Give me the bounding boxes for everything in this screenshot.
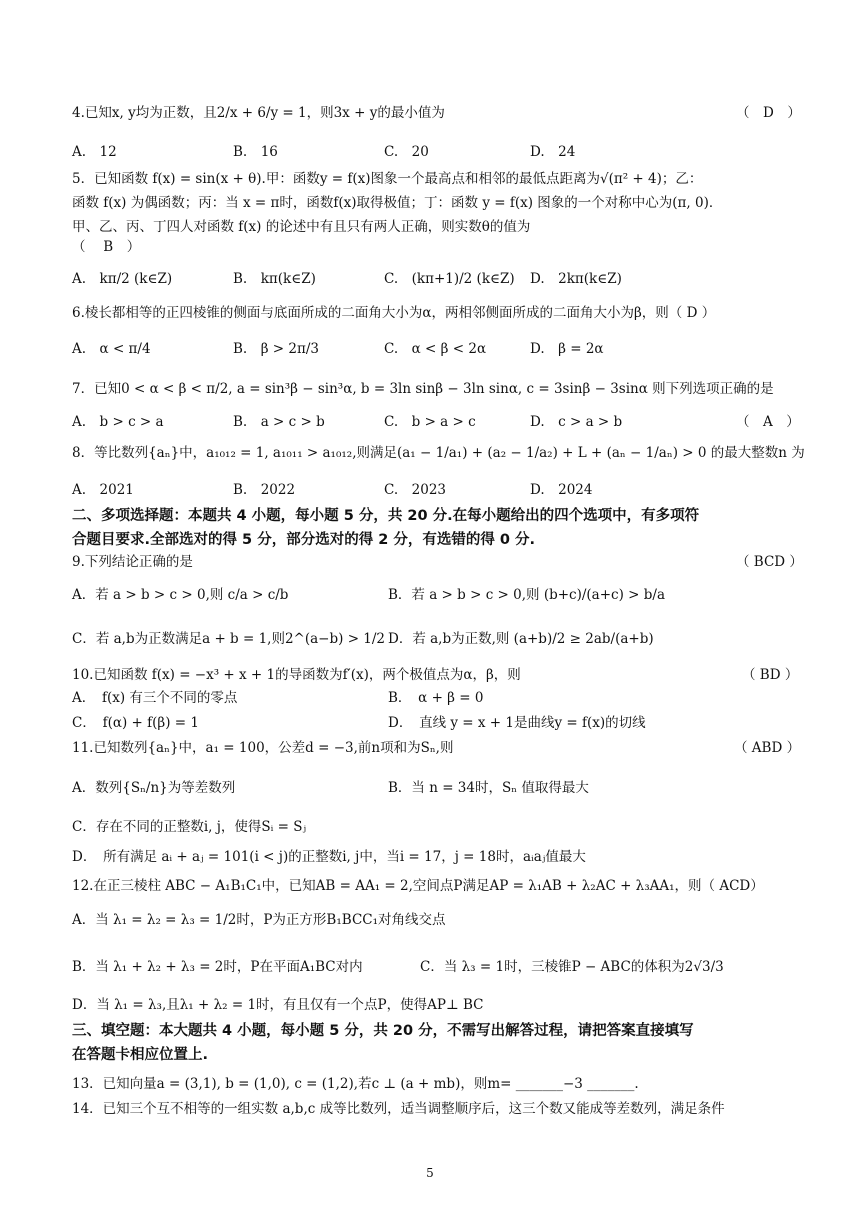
q7-option-a: A. b > c > a bbox=[72, 414, 164, 430]
section-2-heading-line1: 二、多项选择题：本题共 4 小题，每小题 5 分，共 20 分.在每小题给出的四个选项中，有多项符 bbox=[72, 508, 700, 524]
question-7: 7．已知0 < α < β < π/2, a = sin³β − sin³α, b = 3ln sinβ − 3ln sinα, c = 3sinβ − 3sinα 则下列选项正确的是 bbox=[72, 381, 774, 397]
question-5-line2: 函数 f(x) 为偶函数；丙：当 x = π时，函数f(x)取得极值；丁：函数 y = f(x) 图象的一个对称中心为(π, 0)． bbox=[72, 195, 723, 211]
q6-option-d: D. β = 2α bbox=[530, 341, 604, 357]
q6-option-a: A. α < π/4 bbox=[72, 341, 151, 357]
question-4: 4.已知x, y均为正数，且2/x + 6/y = 1，则3x + y的最小值为 bbox=[72, 105, 445, 121]
q8-option-c: C. 2023 bbox=[384, 482, 446, 498]
q12-option-d: D．当 λ₁ = λ₃,且λ₁ + λ₂ = 1时，有且仅有一个点P，使得AP⊥ BC bbox=[72, 997, 484, 1013]
q4-option-c: C. 20 bbox=[384, 144, 429, 160]
q10-option-c: C． f(α) + f(β) = 1 bbox=[72, 715, 199, 731]
question-14: 14．已知三个互不相等的一组实数 a,b,c 成等比数列，适当调整顺序后，这三个数又能成等差数列，满足条件 bbox=[72, 1101, 725, 1117]
q5-option-d: D. 2kπ(k∈Z) bbox=[530, 271, 622, 287]
question-13: 13．已知向量a = (3,1), b = (1,0), c = (1,2),若c ⊥ (a + mb)，则m= _______−3 _______. bbox=[72, 1076, 639, 1092]
q4-option-d: D. 24 bbox=[530, 144, 576, 160]
section-2-heading-line2: 合题目要求.全部选对的得 5 分，部分选对的得 2 分，有选错的得 0 分. bbox=[72, 532, 536, 548]
q12-option-c: C．当 λ₃ = 1时，三棱锥P − ABC的体积为2√3/3 bbox=[420, 959, 724, 975]
question-11-answer: （ ABD ） bbox=[734, 740, 801, 756]
question-7-answer: （ A ） bbox=[736, 414, 800, 430]
q6-option-c: C. α < β < 2α bbox=[384, 341, 487, 357]
section-3-heading-line2: 在答题卡相应位置上. bbox=[72, 1047, 209, 1063]
question-10: 10.已知函数 f(x) = −x³ + x + 1的导函数为f′(x)，两个极值点为α，β，则 bbox=[72, 667, 521, 683]
q9-option-c: C．若 a,b为正数满足a + b = 1,则2^(a−b) > 1/2 bbox=[72, 631, 386, 647]
q12-option-b: B．当 λ₁ + λ₂ + λ₃ = 2时，P在平面A₁BC对内 bbox=[72, 959, 363, 975]
q6-option-b: B. β > 2π/3 bbox=[233, 341, 320, 357]
question-5-answer: （ B ） bbox=[72, 239, 141, 255]
question-12: 12.在正三棱柱 ABC − A₁B₁C₁中，已知AB = AA₁ = 2,空间点P满足AP = λ₁AB + λ₂AC + λ₃AA₁，则（ ACD） bbox=[72, 878, 764, 894]
q10-option-b: B． α + β = 0 bbox=[388, 690, 484, 706]
q11-option-c: C．存在不同的正整数i, j，使得Sᵢ = Sⱼ bbox=[72, 819, 307, 835]
q5-option-c: C. (kπ+1)/2 (k∈Z) bbox=[384, 271, 515, 287]
section-3-heading-line1: 三、填空题：本大题共 4 小题，每小题 5 分，共 20 分，不需写出解答过程，请把答案直接填写 bbox=[72, 1023, 694, 1039]
q9-option-d: D．若 a,b为正数,则 (a+b)/2 ≥ 2ab/(a+b) bbox=[388, 631, 654, 647]
q9-option-a: A．若 a > b > c > 0,则 c/a > c/b bbox=[72, 587, 289, 603]
q7-option-c: C. b > a > c bbox=[384, 414, 476, 430]
q11-option-d: D． 所有满足 aᵢ + aⱼ = 101(i < j)的正整数i, j中，当i = 17，j = 18时，aᵢaⱼ值最大 bbox=[72, 849, 586, 865]
q4-option-a: A. 12 bbox=[72, 144, 117, 160]
page-number: 5 bbox=[426, 1166, 434, 1180]
q4-option-b: B. 16 bbox=[233, 144, 278, 160]
q10-option-a: A． f(x) 有三个不同的零点 bbox=[72, 690, 238, 706]
q11-option-b: B．当 n = 34时，Sₙ 值取得最大 bbox=[388, 780, 589, 796]
question-5-line1: 5．已知函数 f(x) = sin(x + θ).甲：函数y = f(x)图象一个最高点和相邻的最低点距离为√(π² + 4)；乙： bbox=[72, 171, 703, 187]
q8-option-b: B. 2022 bbox=[233, 482, 296, 498]
question-8: 8．等比数列{aₙ}中，a₁₀₁₂ = 1, a₁₀₁₁ > a₁₀₁₂,则满足(a₁ − 1/a₁) + (a₂ − 1/a₂) + L + (aₙ − 1/aₙ) > 0 的最大整数n 为 bbox=[72, 445, 805, 461]
question-6: 6.棱长都相等的正四棱锥的侧面与底面所成的二面角大小为α，两相邻侧面所成的二面角大小为β，则（ D ） bbox=[72, 305, 716, 321]
question-11: 11.已知数列{aₙ}中，a₁ = 100，公差d = −3,前n项和为Sₙ,则 bbox=[72, 740, 454, 756]
q7-option-d: D. c > a > b bbox=[530, 414, 623, 430]
q9-option-b: B．若 a > b > c > 0,则 (b+c)/(a+c) > b/a bbox=[388, 587, 666, 603]
question-9-answer: （ BCD ） bbox=[736, 554, 803, 570]
q8-option-d: D. 2024 bbox=[530, 482, 593, 498]
q10-option-d: D． 直线 y = x + 1是曲线y = f(x)的切线 bbox=[388, 715, 646, 731]
q5-option-b: B. kπ(k∈Z) bbox=[233, 271, 316, 287]
question-9: 9.下列结论正确的是 bbox=[72, 554, 193, 570]
question-4-answer: （ D ） bbox=[736, 105, 801, 121]
q5-option-a: A. kπ/2 (k∈Z) bbox=[72, 271, 173, 287]
q11-option-a: A．数列{Sₙ/n}为等差数列 bbox=[72, 780, 236, 796]
q7-option-b: B. a > c > b bbox=[233, 414, 325, 430]
question-10-answer: （ BD ） bbox=[742, 667, 799, 683]
q8-option-a: A. 2021 bbox=[72, 482, 134, 498]
question-5-line3: 甲、乙、丙、丁四人对函数 f(x) 的论述中有且只有两人正确，则实数θ的值为 bbox=[72, 219, 531, 235]
q12-option-a: A．当 λ₁ = λ₂ = λ₃ = 1/2时，P为正方形B₁BCC₁对角线交点 bbox=[72, 912, 446, 928]
